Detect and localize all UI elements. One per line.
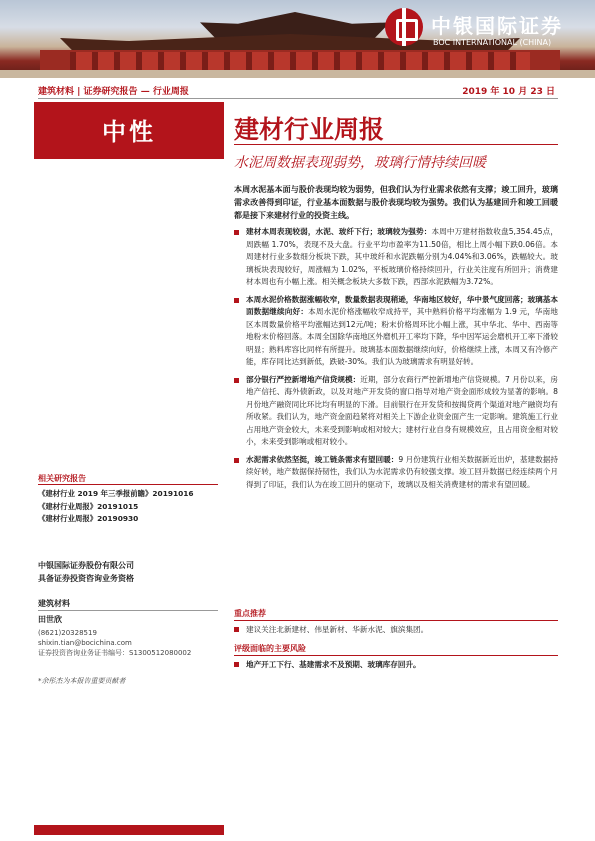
contributor-note: *余彤杰为本报告重要贡献者	[38, 677, 126, 685]
bullet-lead: 本周水泥价格数据涨幅收窄，数量数据表现稍逊，华南地区较好，华中景气度回落；玻璃基本面数据继续向好：	[246, 294, 558, 316]
company-logo	[365, 0, 595, 62]
analyst-name: 田世欣	[38, 615, 62, 624]
company-name: 中银国际证券股份有限公司	[38, 561, 134, 570]
focus-item	[234, 624, 558, 636]
bullet-lead: 部分银行严控新增地产信贷规模：	[246, 374, 361, 384]
analyst-cert: 证券投资咨询业务证书编号：S1300512080002	[38, 649, 192, 657]
left-footer-bar	[34, 825, 224, 835]
company-info	[38, 560, 134, 585]
analyst-sector: 建筑材料	[38, 599, 70, 608]
bullet-square-icon	[234, 662, 239, 667]
logo-text-en: BOC INTERNATIONAL (CHINA)	[433, 38, 552, 47]
bullet-item	[234, 454, 558, 492]
bank-logo-icon	[385, 8, 423, 46]
bullet-square-icon	[234, 230, 239, 235]
bullet-square-icon	[234, 458, 239, 463]
bullet-text: 本周中万建材指数收盘5,354.45点，周跌幅 1.70%，表现不及大盘。行业平均市盈率为11.50倍，相比上周小幅下跌0.06倍。本周建材行业多数细分板块下跌，其中玻纤和水泥跌幅分别为4.04%和3.06%，跌幅较大。玻璃板块表现较好，周涨幅为 1.02%，平板玻璃价格持续回升，行业关注度有所回升；消费建材本周也有小幅上涨。相关概念板块大多数下跌，西部水泥跌幅为3.72%。	[246, 227, 558, 286]
related-divider	[38, 484, 218, 485]
report-title: 建材行业周报	[234, 115, 385, 144]
bullet-square-icon	[234, 627, 239, 632]
bullet-text: 本周水泥价格涨幅收窄成持平，其中熟料价格平均涨幅为 1.9 元，华南地区本周数量价格平均涨幅达到12元/吨；粉末价格周环比小幅上涨，其中华北、华中、西南等地粉末价格回落。本周全国除华南地区外磨机开工率均下降，华中因军运会磨机开工率下滑较明显；熟料库容比同样有所提升。玻璃基本面数据继续向好，价格继续上涨，本周又有冷修产能，库存同比达到新低，跌破-30%。我们认为玻璃需求有明显好转。	[246, 307, 558, 366]
rating-label: 中性	[102, 118, 156, 146]
risk-title: 评级面临的主要风险	[234, 644, 306, 653]
company-qualification: 具备证券投资咨询业务资格	[38, 573, 134, 583]
analyst-contact	[38, 628, 191, 658]
header-banner	[0, 0, 595, 78]
plaza-image	[0, 70, 595, 78]
focus-text: 建议关注北新建材、伟星新材、华新水泥、旗滨集团。	[246, 625, 429, 634]
breadcrumb: 建筑材料 | 证券研究报告 — 行业周报	[38, 87, 189, 97]
risk-item	[234, 659, 558, 671]
header-divider	[38, 98, 558, 99]
bullet-square-icon	[234, 298, 239, 303]
bullet-item	[234, 226, 558, 289]
analyst-email[interactable]: shixin.tian@bocichina.com	[38, 639, 132, 647]
related-report-link[interactable]: 《建材行业周报》20191015	[38, 501, 139, 511]
bullet-item	[234, 294, 558, 369]
focus-title: 重点推荐	[234, 609, 266, 618]
bullet-text: 近期，部分农商行严控新增地产信贷规模。7 月份以来，房地产信托、海外债新政，以及对地产开发贷的窗口指导对地产资金面形成较为显著的影响。8 月份地产融资同比环比均有明显的下滑。目前银行在开发贷和按揭贷两个渠道对地产融资均有所收紧。我们认为，地产资金面趋紧将对相关上下游企业资金面产生一定影响。建筑施工行业占用地产资金较大，未来受到影响或相对较大；建材行业自身有规模效应，且占用资金相对较小，未来受到影响或相对较小。	[246, 374, 558, 446]
bullet-text: 9 月份建筑行业相关数据新近出炉，基建数据持续好转，地产数据保持韧性，我们认为水泥需求仍有较强支撑。竣工回升数据已经连续两个月得到了印证，我们认为在竣工回升的驱动下，玻璃以及相关消费建材的需求有望回暖。	[246, 454, 558, 489]
title-divider	[234, 144, 558, 145]
analyst-divider	[38, 610, 218, 611]
related-report-link[interactable]: 《建材行业周报》20190930	[38, 514, 139, 523]
focus-divider	[234, 620, 558, 621]
related-reports-list	[38, 488, 228, 526]
bullet-item	[234, 374, 558, 449]
palace-roof-image	[200, 12, 390, 38]
bullet-square-icon	[234, 378, 239, 383]
risk-text: 地产开工下行、基建需求不及预期、玻璃库存回升。	[246, 660, 421, 669]
bullet-section	[234, 226, 558, 491]
related-reports-title: 相关研究报告	[38, 474, 86, 483]
bullet-lead: 建材本周表现较弱，水泥、玻纤下行；玻璃较为强势：	[246, 227, 432, 236]
summary-paragraph: 本周水泥基本面与股价表现均较为弱势，但我们认为行业需求依然有支撑；竣工回升，玻璃需求改善得到印证，行业基本面数据与股价表现均较为强势。我们认为基建回升和竣工回暖都是接下来建材行业的投资主线。	[234, 185, 558, 221]
report-date: 2019 年 10 月 23 日	[462, 87, 555, 97]
report-subtitle: 水泥周数据表现弱势，玻璃行情持续回暖	[234, 155, 486, 171]
bullet-lead: 水泥需求依然坚挺，竣工链条需求有望回暖：	[246, 454, 399, 464]
logo-text-cn: 中银国际证券	[431, 14, 563, 38]
risk-divider	[234, 655, 558, 656]
related-report-link[interactable]: 《建材行业 2019 年三季报前瞻》20191016	[38, 489, 194, 498]
analyst-phone: (8621)20328519	[38, 629, 97, 637]
